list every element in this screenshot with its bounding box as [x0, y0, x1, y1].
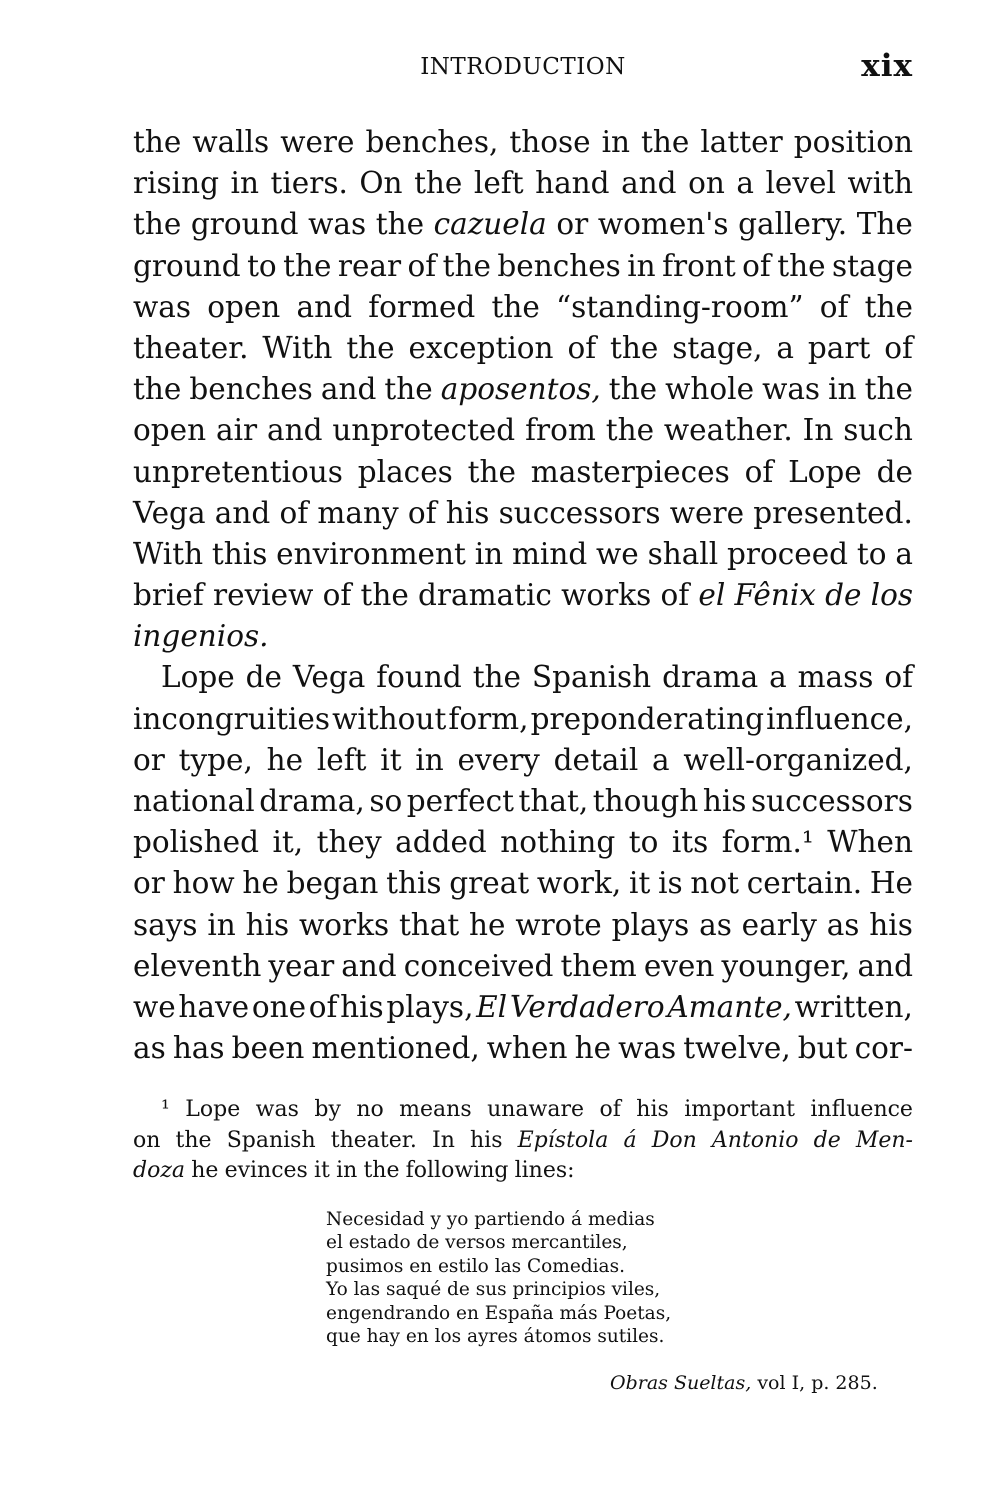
word: it, — [272, 825, 304, 860]
word: to — [247, 248, 277, 283]
word: was — [762, 372, 821, 407]
footnote-word: de — [813, 1127, 841, 1153]
word: says — [133, 907, 198, 942]
word: places — [357, 454, 453, 489]
word: not — [690, 866, 739, 901]
text-line — [133, 410, 913, 451]
text-line — [133, 328, 913, 369]
word: theater. — [133, 330, 249, 365]
word: With — [133, 536, 204, 571]
word: to — [628, 825, 659, 860]
citation-work: Obras Sueltas, — [610, 1372, 752, 1394]
word: rear — [337, 248, 402, 283]
word: the — [467, 454, 516, 489]
text-line — [133, 905, 913, 946]
word: of — [322, 578, 352, 613]
word: it — [380, 742, 402, 777]
word: of — [660, 578, 690, 613]
word: a — [652, 742, 670, 777]
text-line — [133, 1028, 913, 1069]
word: rising — [133, 166, 219, 201]
word: ground — [133, 248, 241, 283]
word: the — [472, 660, 522, 695]
word: benches — [497, 248, 621, 283]
word: and — [296, 289, 352, 324]
word: polished — [133, 825, 259, 860]
word: this — [386, 866, 442, 901]
verse-line: que hay en los ayres átomos sutiles. — [326, 1325, 665, 1347]
word: the — [491, 289, 540, 324]
footnote-word: theater. — [330, 1127, 417, 1153]
word: a — [769, 660, 787, 695]
footnote-word: his — [636, 1097, 669, 1122]
footnote-word: the — [363, 1158, 400, 1183]
word: works — [561, 578, 652, 613]
word: without — [332, 701, 447, 736]
word: influence, — [766, 701, 913, 736]
word: Lope — [161, 660, 235, 695]
word: he — [266, 742, 304, 777]
footnote-word: Antonio — [711, 1127, 799, 1153]
word: in — [828, 372, 857, 407]
footnote-line — [133, 1126, 913, 1157]
word: open — [133, 413, 207, 448]
text-line — [133, 204, 913, 245]
word: eleventh — [133, 948, 262, 983]
word: national — [133, 784, 255, 818]
word: certain. — [746, 866, 863, 901]
word: the — [608, 372, 658, 407]
word: drama — [662, 660, 759, 695]
word: and — [341, 948, 397, 983]
word: wrote — [515, 907, 602, 942]
footnote-word: Spanish — [226, 1127, 316, 1153]
body-text — [133, 122, 913, 1069]
word: and — [214, 495, 271, 530]
word: drama, — [259, 784, 365, 818]
text-line — [133, 822, 913, 863]
footnote-word: of — [599, 1097, 621, 1122]
word: as — [699, 907, 732, 942]
word: as — [133, 1031, 166, 1066]
word: the — [375, 207, 425, 242]
word: plays — [611, 907, 690, 942]
word: that — [398, 907, 460, 942]
word: those — [509, 125, 591, 159]
word: “standing-room” — [556, 289, 804, 324]
word: this — [211, 536, 268, 571]
footnote-word: by — [314, 1097, 341, 1122]
word: we — [133, 989, 176, 1024]
word: year — [268, 948, 335, 983]
word: the — [133, 125, 182, 159]
word: such — [843, 413, 913, 448]
word: many — [317, 495, 399, 530]
word: the — [384, 372, 433, 407]
word: cazuela — [433, 207, 547, 242]
word: his — [445, 495, 490, 530]
word: one — [251, 989, 307, 1024]
word: of — [742, 248, 771, 283]
word: began — [286, 866, 379, 901]
word: benches — [189, 372, 313, 407]
footnote-word: evinces — [224, 1158, 308, 1183]
word: form, — [448, 701, 529, 736]
word: of — [407, 248, 437, 283]
text-line — [133, 122, 913, 163]
word: written, — [794, 989, 913, 1024]
word: The — [856, 207, 913, 242]
text-line — [133, 699, 913, 740]
word: Spanish — [531, 660, 652, 695]
word: de — [245, 660, 282, 695]
text-line — [133, 781, 913, 822]
footnote-word: following — [405, 1158, 509, 1183]
word: plays, — [386, 989, 474, 1024]
footnote-word: means — [399, 1097, 472, 1122]
word: proceed — [727, 536, 849, 571]
word: masterpieces — [530, 454, 730, 489]
footnote-word: doza — [133, 1158, 186, 1183]
footnote-word: was — [255, 1097, 299, 1122]
footnote-word: no — [356, 1097, 384, 1122]
word: review — [213, 578, 314, 613]
word: even — [643, 948, 715, 983]
footnote-word: Epístola — [517, 1127, 609, 1153]
footnote — [133, 1095, 913, 1187]
word: we — [596, 536, 639, 571]
word: with — [847, 166, 913, 201]
word: and — [267, 413, 323, 448]
word: how — [172, 866, 235, 901]
text-line — [133, 616, 913, 657]
verse-quotation — [326, 1208, 726, 1348]
footnote-word: his — [469, 1127, 503, 1153]
word: the — [864, 289, 913, 324]
word: younger, — [721, 948, 851, 983]
text-line — [133, 946, 913, 987]
word: he — [574, 1031, 612, 1066]
word: early — [741, 907, 817, 942]
word: ground — [190, 207, 299, 242]
word: and — [621, 166, 677, 201]
word: de — [825, 578, 862, 613]
word: the — [346, 330, 395, 365]
word: its — [671, 825, 709, 860]
word: Fênix — [734, 578, 816, 613]
word: aposentos, — [440, 372, 601, 407]
word: the — [360, 578, 409, 613]
footnote-word: Men- — [855, 1127, 913, 1153]
word: added — [395, 825, 487, 860]
text-line — [133, 369, 913, 410]
text-line — [133, 493, 913, 534]
word: as — [826, 907, 860, 942]
word: de — [876, 454, 913, 489]
word: the — [133, 207, 182, 242]
footnote-line — [133, 1095, 913, 1126]
text-line — [133, 287, 913, 328]
word: tiers. — [270, 166, 348, 201]
word: mentioned, — [311, 1031, 480, 1066]
word: cor- — [854, 1031, 913, 1066]
word: but — [797, 1031, 848, 1066]
word: mass — [797, 660, 874, 695]
word: level — [765, 166, 836, 201]
running-title: INTRODUCTION — [420, 54, 626, 80]
text-line — [133, 534, 913, 575]
text-line — [133, 740, 913, 781]
word: women's — [597, 207, 729, 242]
verse-line: engendrando en España más Poetas, — [326, 1302, 672, 1324]
footnote-word: in — [336, 1158, 358, 1183]
word: dramatic — [418, 578, 552, 613]
word: to — [856, 536, 887, 571]
word: conceived — [403, 948, 554, 983]
citation-location: vol I, p. 285. — [751, 1372, 878, 1394]
word: his — [245, 907, 290, 942]
word: well-organized, — [683, 742, 913, 777]
word: position — [793, 125, 913, 159]
word: form.¹ — [721, 825, 814, 860]
word: preponderating — [530, 701, 764, 736]
word: open — [207, 289, 281, 324]
word: left — [316, 742, 367, 777]
word: of — [567, 330, 597, 365]
word: ingenios. — [133, 619, 269, 654]
footnote-word: In — [432, 1127, 455, 1153]
word: the — [777, 248, 826, 283]
word: in — [627, 248, 656, 283]
word: Vega — [133, 495, 206, 530]
word: nothing — [500, 825, 616, 860]
word: presented. — [753, 495, 913, 530]
word: Verdadero — [509, 989, 665, 1024]
word: walls — [192, 125, 270, 159]
word: he — [469, 907, 506, 942]
word: his — [869, 907, 913, 942]
word: works — [298, 907, 390, 942]
text-line — [133, 246, 913, 287]
word: and — [320, 372, 377, 407]
word: perfect — [406, 784, 514, 818]
word: a — [895, 536, 913, 571]
word: his — [340, 989, 384, 1024]
word: found — [376, 660, 462, 695]
word: that, — [518, 784, 589, 818]
word: in — [415, 742, 444, 777]
word: benches, — [365, 125, 499, 159]
word: was — [133, 289, 191, 324]
word: his — [702, 784, 747, 818]
word: the — [605, 413, 655, 448]
word: a — [776, 330, 795, 365]
word: the — [283, 248, 332, 283]
running-head — [133, 48, 913, 88]
word: he — [242, 866, 279, 901]
word: or — [133, 866, 165, 901]
word: successors — [751, 784, 913, 818]
text-line — [133, 863, 913, 904]
word: When — [827, 825, 913, 860]
word: when — [486, 1031, 568, 1066]
footnote-word: he — [191, 1158, 219, 1183]
word: and — [857, 948, 913, 983]
word: unpretentious — [133, 454, 343, 489]
word: of — [744, 454, 774, 489]
word: Amante, — [667, 989, 792, 1024]
word: air — [216, 413, 258, 448]
footnote-word: influence — [810, 1097, 913, 1122]
word: they — [316, 825, 382, 860]
word: environment — [276, 536, 466, 571]
word: work, — [536, 866, 622, 901]
text-line — [133, 657, 913, 698]
word: front — [662, 248, 736, 283]
word: type, — [178, 742, 253, 777]
word: of — [884, 330, 913, 365]
page-number: xix — [861, 48, 913, 84]
word: though — [592, 784, 699, 818]
word: stage, — [672, 330, 763, 365]
footnote-word: unaware — [487, 1097, 585, 1122]
word: or — [556, 207, 589, 242]
footnote-word: Don — [651, 1127, 697, 1153]
word: of — [308, 989, 338, 1024]
word: in — [230, 166, 259, 201]
word: were — [280, 125, 355, 159]
word: the — [864, 372, 913, 407]
verse-line: pusimos en estilo las Comedias. — [326, 1255, 625, 1277]
footnote-word: ¹ — [161, 1097, 170, 1122]
word: so — [369, 784, 403, 818]
word: El — [476, 989, 508, 1024]
text-line — [133, 163, 913, 204]
word: In — [802, 413, 834, 448]
word: of — [884, 660, 913, 695]
word: or — [133, 742, 165, 777]
text-line — [133, 987, 913, 1028]
word: the — [442, 248, 491, 283]
footnote-line — [133, 1156, 913, 1187]
word: of — [407, 495, 437, 530]
word: Vega — [292, 660, 366, 695]
footnote-word: the — [175, 1127, 212, 1153]
word: in — [207, 907, 236, 942]
word: in — [474, 536, 504, 571]
word: left — [473, 166, 524, 201]
word: unprotected — [332, 413, 516, 448]
text-line — [133, 575, 913, 616]
word: mind — [511, 536, 588, 571]
word: were — [669, 495, 745, 530]
word: the — [133, 372, 182, 407]
word: the — [610, 330, 659, 365]
word: On — [359, 166, 403, 201]
word: them — [560, 948, 637, 983]
footnote-word: important — [684, 1097, 795, 1122]
word: of — [819, 289, 849, 324]
word: from — [525, 413, 596, 448]
text-line — [133, 452, 913, 493]
word: the — [414, 166, 463, 201]
word: formed — [368, 289, 476, 324]
verse-line: Yo las saqué de sus principios viles, — [326, 1279, 661, 1301]
word: on — [688, 166, 725, 201]
word: whole — [665, 372, 755, 407]
footnote-word: lines: — [514, 1158, 575, 1183]
word: With — [262, 330, 333, 365]
word: los — [870, 578, 913, 613]
word: is — [658, 866, 683, 901]
word: successors — [498, 495, 661, 530]
word: the — [641, 125, 690, 159]
word: He — [869, 866, 913, 901]
word: exception — [408, 330, 554, 365]
word: in — [601, 125, 631, 159]
word: was — [308, 207, 367, 242]
word: shall — [647, 536, 719, 571]
word: el — [698, 578, 726, 613]
word: part — [807, 330, 871, 365]
word: twelve, — [683, 1031, 791, 1066]
verse-line: el estado de versos mercantiles, — [326, 1232, 628, 1254]
word: a — [736, 166, 754, 201]
word: incongruities — [133, 701, 331, 736]
word: weather. — [663, 413, 793, 448]
word: every — [457, 742, 540, 777]
word: latter — [700, 125, 783, 159]
word: have — [178, 989, 250, 1024]
word: detail — [553, 742, 639, 777]
word: Lope — [788, 454, 862, 489]
word: has — [172, 1031, 225, 1066]
footnote-word: it — [314, 1158, 330, 1183]
verse-line: Necesidad y yo partiendo á medias — [326, 1209, 655, 1230]
footnote-word: á — [623, 1127, 637, 1153]
word: been — [231, 1031, 305, 1066]
word: great — [449, 866, 530, 901]
footnote-word: Lope — [185, 1097, 241, 1122]
word: it — [629, 866, 651, 901]
word: hand — [535, 166, 610, 201]
word: of — [279, 495, 309, 530]
word: brief — [133, 578, 204, 613]
verse-citation — [610, 1372, 878, 1394]
word: stage — [832, 248, 913, 283]
footnote-word: on — [133, 1127, 161, 1153]
word: gallery. — [738, 207, 848, 242]
word: was — [618, 1031, 677, 1066]
